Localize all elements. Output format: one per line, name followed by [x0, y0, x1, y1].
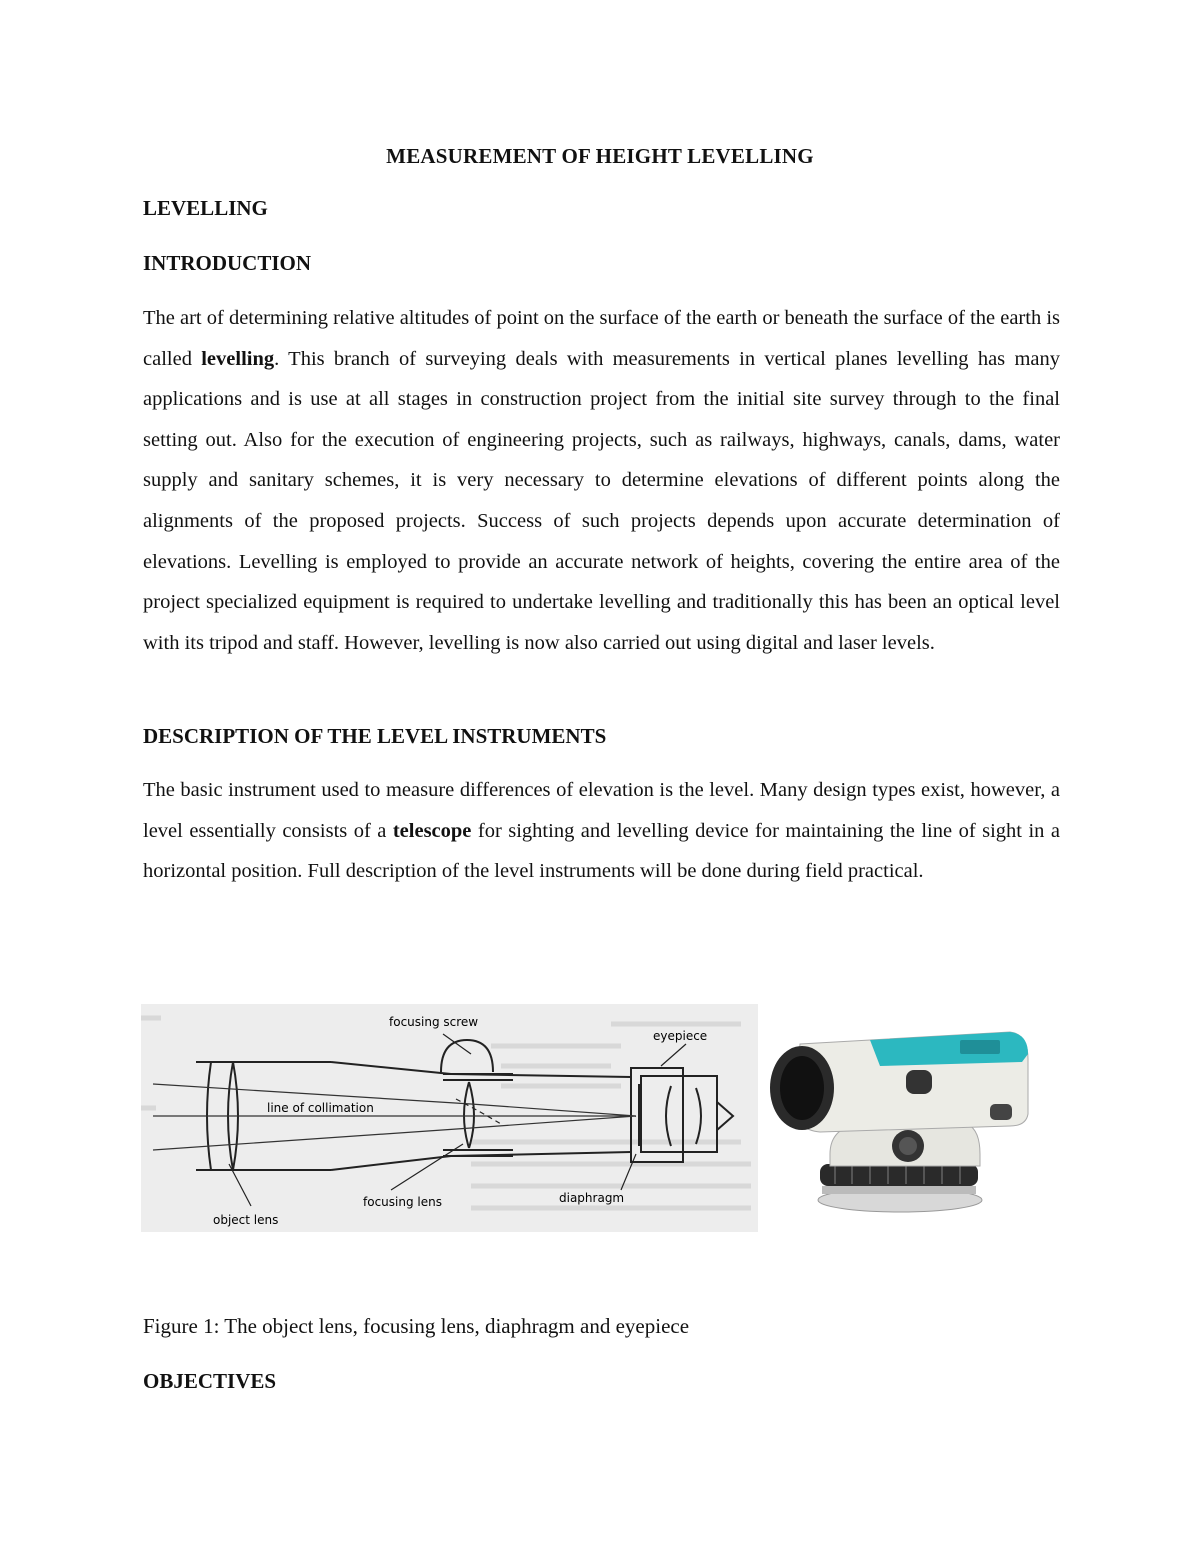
description-text-end: for sighting and levelling device for maintaining the line of sight in a horizontal position. Full description of the level instruments will be done during field practical. [143, 819, 1060, 883]
label-focusing-lens: focusing lens [363, 1195, 442, 1209]
description-bold-term: telescope [392, 819, 472, 842]
description-paragraph [143, 770, 1060, 892]
figure-caption: Figure 1: The object lens, focusing lens, diaphragm and eyepiece [143, 1314, 690, 1338]
intro-paragraph [143, 298, 1060, 663]
heading-description: DESCRIPTION OF THE LEVEL INSTRUMENTS [143, 724, 607, 748]
description-text-start: The basic instrument used to measure differences of elevation is the level. Many design types exist, however, a level essentially consists of a [143, 779, 1060, 842]
heading-introduction: INTRODUCTION [143, 251, 312, 275]
page-title: MEASUREMENT OF HEIGHT LEVELLING [386, 144, 814, 168]
heading-levelling: LEVELLING [143, 196, 268, 220]
intro-text-end: . This branch of surveying deals with measurements in vertical planes levelling has many applications and is use at all stages in construction project from the initial site survey through to the final setting out. Also for the execution of engineering projects, such as railways, highways, canals, dams, water supply and sanitary schemes, it is very necessary to determine elevations of different points along the alignments of the proposed projects. Success of such projects depends upon accurate determination of elevations. Levelling is employed to provide an accurate network of heights, covering the entire area of the project specialized equipment is required to undertake levelling and traditionally this has been an optical level with its tripod and staff. However, levelling is now also carried out using digital and laser levels. [143, 347, 1060, 654]
label-eyepiece: eyepiece [653, 1029, 708, 1043]
label-diaphragm: diaphragm [559, 1191, 625, 1205]
heading-objectives: OBJECTIVES [143, 1369, 277, 1393]
auto-level-photo [760, 1004, 1050, 1230]
label-line-of-collimation: line of collimation [267, 1101, 374, 1115]
telescope-diagram [141, 1004, 758, 1232]
intro-text-start: The art of determining relative altitudes of point on the surface of the earth or beneath the surface of the earth is called [143, 307, 1061, 370]
label-object-lens: object lens [213, 1213, 279, 1227]
intro-bold-term: levelling [201, 347, 275, 370]
label-focusing-screw: focusing screw [389, 1015, 479, 1029]
